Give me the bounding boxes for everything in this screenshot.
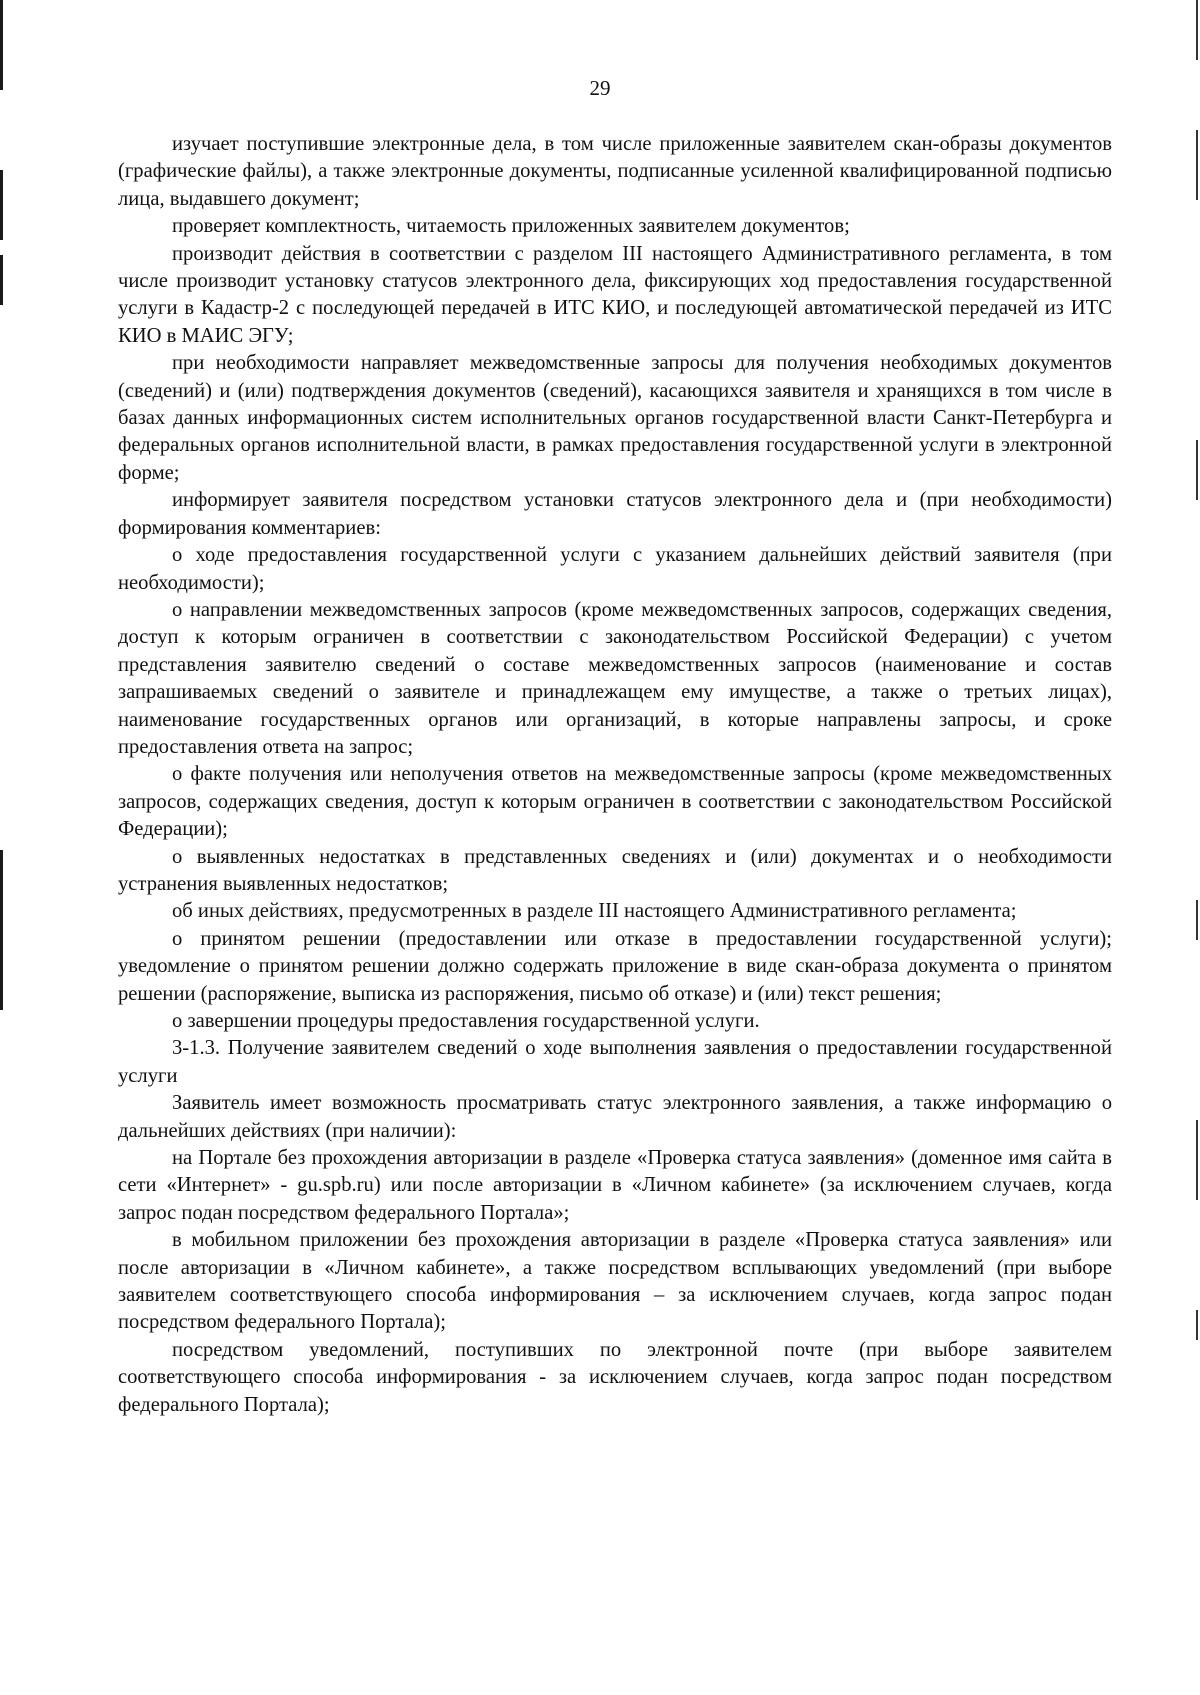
document-body (118, 131, 1112, 1419)
paragraph: о ходе предоставления государственной услуги с указанием дальнейших действий заявителя (при необходимости); (118, 544, 1112, 594)
section-heading: 3-1.3. Получение заявителем сведений о ходе выполнения заявления о предоставлении государственной услуги (118, 1037, 1112, 1087)
paragraph: посредством уведомлений, поступивших по электронной почте (при выборе заявителем соответствующего способа информирования - за исключением случаев, когда запрос подан посредством федерального Портала); (118, 1338, 1112, 1416)
paragraph: изучает поступившие электронные дела, в том числе приложенные заявителем скан-образы документов (графические файлы), а также электронные документы, подписанные усиленной квалифицированной подписью лица, выдавшего документ; (118, 133, 1112, 210)
paragraph: проверяет комплектность, читаемость приложенных заявителем документов; (172, 215, 850, 238)
paragraph: на Портале без прохождения авторизации в разделе «Проверка статуса заявления» (доменное имя сайта в сети «Интернет» - gu.spb.ru) или после авторизации в «Личном кабинете» (за исключением случаев, когда запрос подан посредством федерального Портала»; (118, 1147, 1112, 1224)
paragraph: о выявленных недостатках в представленных сведениях и (или) документах и о необходимости устранения выявленных недостатков; (118, 845, 1112, 895)
paragraph: информирует заявителя посредством установки статусов электронного дела и (при необходимости) формирования комментариев: (118, 489, 1112, 539)
paragraph: о завершении процедуры предоставления государственной услуги. (172, 1010, 760, 1032)
paragraph: Заявитель имеет возможность просматривать статус электронного заявления, а также информацию о дальнейших действиях (при наличии): (118, 1092, 1112, 1142)
scan-edge-left (0, 0, 4, 1695)
paragraph: производит действия в соответствии с разделом III настоящего Административного регламента, в том числе производит установку статусов электронного дела, фиксирующих ход предоставления государственной услуги в Кадастр-2 с последующей передачей в ИТС КИО, и последующей автоматической передачей из ИТС КИО в МАИС ЭГУ; (118, 242, 1112, 347)
paragraph: о факте получения или неполучения ответов на межведомственные запросы (кроме межведомственных запросов, содержащих сведения, доступ к которым ограничен в соответствии с законодательством Российской Федерации); (118, 763, 1112, 841)
paragraph: об иных действиях, предусмотренных в разделе III настоящего Административного регламента; (172, 900, 1017, 923)
page-number: 29 (589, 76, 611, 100)
paragraph: в мобильном приложении без прохождения авторизации в разделе «Проверка статуса заявления» или после авторизации в «Личном кабинете», а также посредством всплывающих уведомлений (при выборе заявителем соответствующего способа информирования – за исключением случаев, когда запрос подан посредством федерального Портала); (118, 1229, 1112, 1334)
paragraph: о принятом решении (предоставлении или отказе в предоставлении государственной услуги); уведомление о принятом решении должно содержать приложение в виде скан-образа документа о принятом решении (распоряжение, выписка из распоряжения, письмо об отказе) и (или) текст решения; (118, 927, 1112, 1005)
paragraph: при необходимости направляет межведомственные запросы для получения необходимых документов (сведений) и (или) подтверждения документов (сведений), касающихся заявителя и хранящихся в том числе в базах данных информационных систем исполнительных органов государственной власти Санкт-Петербурга и федеральных органов исполнительной власти, в рамках предоставления государственной услуги в электронной форме; (118, 352, 1112, 484)
scan-edge-right (1196, 0, 1200, 1695)
paragraph: о направлении межведомственных запросов (кроме межведомственных запросов, содержащих сведения, доступ к которым ограничен в соответствии с законодательством Российской Федерации) с учетом представления заявителю сведений о составе межведомственных запросов (наименование и состав запрашиваемых сведений о заявителе и принадлежащем ему имуществе, а также о третьих лицах), наименование государственных органов или организаций, в которые направлены запросы, и сроке предоставления ответа на запрос; (118, 598, 1112, 758)
